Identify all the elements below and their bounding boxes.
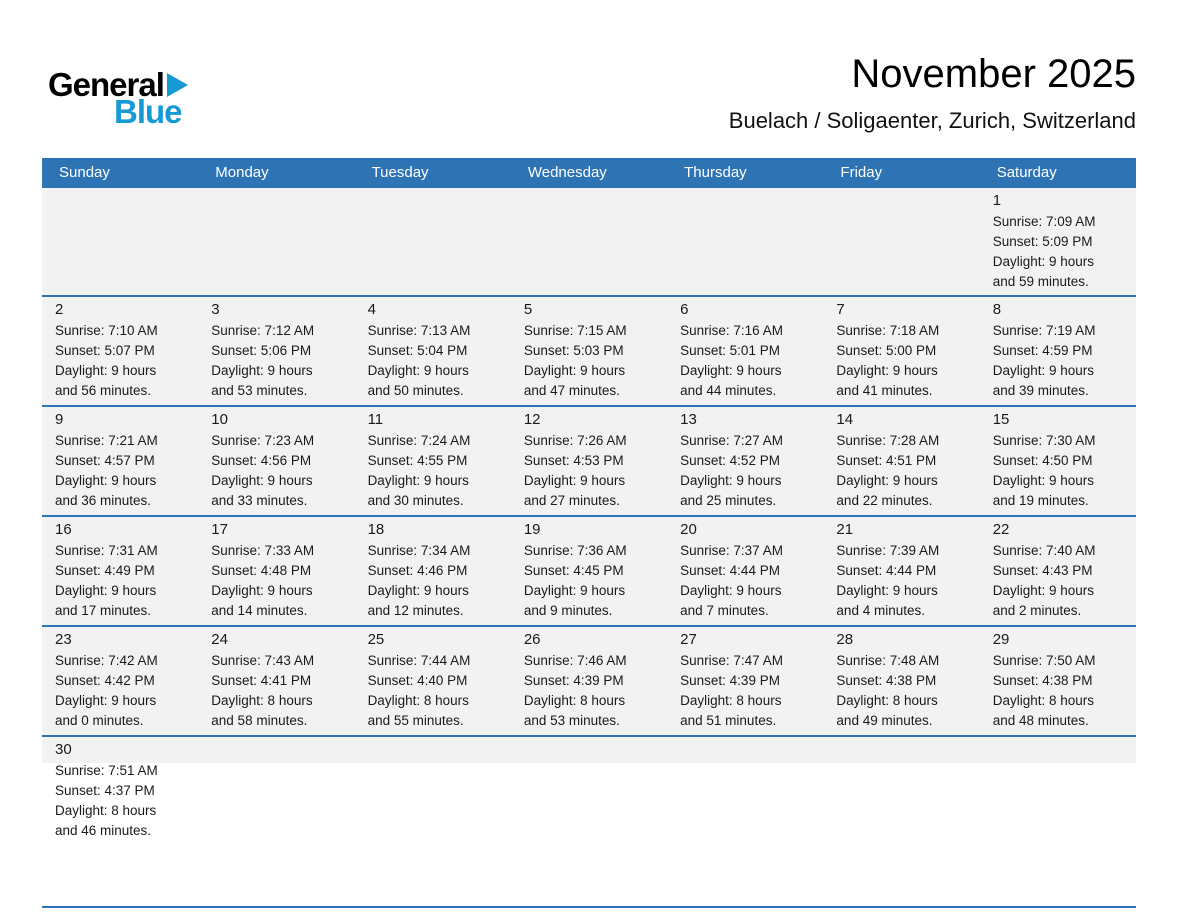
daylight-text-line1: Daylight: 9 hours [367,583,469,598]
daylight-text-line1: Daylight: 9 hours [211,583,313,598]
daylight-text-line2: and 58 minutes. [211,713,308,728]
weeks-container [42,188,1136,906]
day-number: 6 [680,301,689,318]
day-cell-10 [198,407,354,515]
day-number: 23 [55,631,72,648]
sunset-text: Sunset: 4:46 PM [367,563,468,578]
daylight-text-line2: and 44 minutes. [680,383,777,398]
weekday-saturday: Saturday [996,164,1057,181]
sunrise-text: Sunrise: 7:43 AM [211,653,315,668]
daylight-text-line2: and 30 minutes. [367,493,464,508]
daylight-text-line2: and 56 minutes. [55,383,152,398]
day-cell-8 [980,297,1136,405]
day-cell-4 [355,297,511,405]
sunset-text: Sunset: 4:51 PM [836,453,937,468]
day-number: 10 [211,411,228,428]
sunrise-text: Sunrise: 7:09 AM [992,214,1096,229]
week-row-3 [42,405,1136,515]
day-cell-27 [667,627,823,735]
daylight-text-line2: and 36 minutes. [55,493,152,508]
day-cell-16 [42,517,198,625]
day-number: 4 [367,301,376,318]
day-cell-empty [980,737,1136,906]
daylight-text-line1: Daylight: 8 hours [55,803,157,818]
day-number: 20 [680,521,697,538]
daylight-text-line1: Daylight: 9 hours [367,473,469,488]
day-cell-30 [42,737,198,906]
page-header [0,0,1188,158]
daylight-text-line1: Daylight: 9 hours [523,473,626,488]
day-number: 22 [992,521,1010,538]
sunset-text: Sunset: 4:50 PM [992,453,1093,468]
day-number: 9 [55,411,64,428]
daylight-text-line2: and 53 minutes. [523,713,620,728]
daylight-text-line1: Daylight: 9 hours [211,473,313,488]
sunrise-text: Sunrise: 7:48 AM [836,653,940,668]
weekday-wednesday: Wednesday [527,164,607,181]
day-cell-15 [980,407,1136,515]
sunrise-text: Sunrise: 7:31 AM [55,543,158,558]
daylight-text-line1: Daylight: 8 hours [992,693,1095,708]
title-block [729,52,1136,134]
sunrise-text: Sunrise: 7:19 AM [992,323,1096,338]
day-cell-empty [355,737,511,906]
daylight-text-line2: and 59 minutes. [992,274,1089,289]
sunset-text: Sunset: 4:44 PM [680,563,780,578]
day-cell-empty [823,737,979,906]
daylight-text-line2: and 50 minutes. [367,383,464,398]
daylight-text-line1: Daylight: 9 hours [55,693,157,708]
day-cell-empty [198,188,354,295]
sunrise-text: Sunrise: 7:13 AM [367,323,471,338]
weekday-monday: Monday [215,164,269,181]
day-cell-9 [42,407,198,515]
daylight-text-line1: Daylight: 9 hours [523,363,626,378]
daylight-text-line2: and 17 minutes. [55,603,152,618]
day-number: 30 [55,741,72,758]
daylight-text-line2: and 39 minutes. [992,383,1089,398]
sunrise-text: Sunrise: 7:27 AM [680,433,783,448]
sunrise-text: Sunrise: 7:21 AM [55,433,158,448]
day-cell-empty [667,188,823,295]
daylight-text-line2: and 4 minutes. [836,603,925,618]
sunset-text: Sunset: 4:37 PM [55,783,155,798]
day-cell-empty [511,188,667,295]
sunrise-text: Sunrise: 7:47 AM [680,653,783,668]
sunrise-text: Sunrise: 7:26 AM [523,433,627,448]
day-cell-3 [198,297,354,405]
daylight-text-line2: and 49 minutes. [836,713,933,728]
sunset-text: Sunset: 4:38 PM [992,673,1093,688]
week-row-5 [42,625,1136,735]
day-cell-25 [355,627,511,735]
daylight-text-line1: Daylight: 9 hours [523,583,626,598]
weekday-friday: Friday [840,164,883,181]
week-row-4 [42,515,1136,625]
day-number: 26 [523,631,541,648]
day-cell-22 [980,517,1136,625]
sunrise-text: Sunrise: 7:30 AM [992,433,1096,448]
day-cell-empty [355,188,511,295]
week-row-1 [42,188,1136,295]
day-number: 15 [992,411,1010,428]
daylight-text-line2: and 7 minutes. [680,603,769,618]
sunset-text: Sunset: 4:40 PM [367,673,468,688]
daylight-text-line2: and 25 minutes. [680,493,777,508]
daylight-text-line1: Daylight: 8 hours [367,693,469,708]
day-cell-23 [42,627,198,735]
day-cell-empty [42,188,198,295]
day-cell-11 [355,407,511,515]
daylight-text-line1: Daylight: 9 hours [836,363,938,378]
sunset-text: Sunset: 4:59 PM [992,343,1093,358]
daylight-text-line1: Daylight: 8 hours [523,693,626,708]
daylight-text-line1: Daylight: 9 hours [680,583,782,598]
day-number: 25 [367,631,385,648]
day-number: 14 [836,411,854,428]
day-number: 7 [836,301,845,318]
sunset-text: Sunset: 4:49 PM [55,563,155,578]
day-cell-5 [511,297,667,405]
daylight-text-line2: and 55 minutes. [367,713,464,728]
day-cell-empty [667,737,823,906]
daylight-text-line1: Daylight: 8 hours [211,693,313,708]
sunrise-text: Sunrise: 7:44 AM [367,653,471,668]
sunset-text: Sunset: 4:56 PM [211,453,312,468]
weekday-thursday: Thursday [684,164,747,181]
day-cell-empty [198,737,354,906]
week-row-6 [42,735,1136,906]
daylight-text-line2: and 19 minutes. [992,493,1089,508]
sunrise-text: Sunrise: 7:10 AM [55,323,158,338]
day-cell-17 [198,517,354,625]
day-cell-21 [823,517,979,625]
day-cell-13 [667,407,823,515]
sunset-text: Sunset: 4:57 PM [55,453,155,468]
daylight-text-line1: Daylight: 9 hours [680,473,782,488]
sunset-text: Sunset: 4:38 PM [836,673,937,688]
daylight-text-line2: and 47 minutes. [523,383,620,398]
weekday-sunday: Sunday [59,164,110,181]
sunset-text: Sunset: 4:45 PM [523,563,624,578]
sunrise-text: Sunrise: 7:42 AM [55,653,158,668]
daylight-text-line2: and 46 minutes. [55,823,152,838]
sunrise-text: Sunrise: 7:51 AM [55,763,158,778]
day-number: 19 [523,521,541,538]
sunrise-text: Sunrise: 7:15 AM [523,323,627,338]
day-cell-20 [667,517,823,625]
day-cell-12 [511,407,667,515]
daylight-text-line2: and 0 minutes. [55,713,144,728]
sunset-text: Sunset: 4:48 PM [211,563,312,578]
sunrise-text: Sunrise: 7:16 AM [680,323,783,338]
day-cell-14 [823,407,979,515]
logo-text-blue: Blue [114,93,182,130]
page-title: November 2025 [851,52,1136,96]
daylight-text-line1: Daylight: 9 hours [367,363,469,378]
sunset-text: Sunset: 4:39 PM [680,673,780,688]
day-cell-1 [980,188,1136,295]
sunrise-text: Sunrise: 7:46 AM [523,653,627,668]
sunset-text: Sunset: 4:42 PM [55,673,155,688]
daylight-text-line2: and 51 minutes. [680,713,777,728]
day-cell-2 [42,297,198,405]
day-cell-empty [511,737,667,906]
sunrise-text: Sunrise: 7:23 AM [211,433,315,448]
weekday-tuesday: Tuesday [371,164,429,181]
sunset-text: Sunset: 4:55 PM [367,453,468,468]
day-number: 17 [211,521,228,538]
day-number: 3 [211,301,220,318]
day-number: 21 [836,521,854,538]
day-number: 13 [680,411,697,428]
sunrise-text: Sunrise: 7:18 AM [836,323,940,338]
daylight-text-line2: and 22 minutes. [836,493,933,508]
sunset-text: Sunset: 5:04 PM [367,343,468,358]
sunset-text: Sunset: 4:43 PM [992,563,1093,578]
daylight-text-line2: and 48 minutes. [992,713,1089,728]
sunset-text: Sunset: 5:09 PM [992,234,1093,249]
sunrise-text: Sunrise: 7:50 AM [992,653,1096,668]
daylight-text-line2: and 27 minutes. [523,493,620,508]
sunrise-text: Sunrise: 7:36 AM [523,543,627,558]
sunset-text: Sunset: 5:00 PM [836,343,937,358]
week-row-2 [42,295,1136,405]
day-number: 18 [367,521,385,538]
day-number: 12 [523,411,541,428]
generalblue-logo [48,52,188,128]
daylight-text-line1: Daylight: 9 hours [992,363,1095,378]
daylight-text-line1: Daylight: 9 hours [992,583,1095,598]
daylight-text-line1: Daylight: 9 hours [836,473,938,488]
page-subtitle: Buelach / Soligaenter, Zurich, Switzerland [728,108,1136,133]
daylight-text-line1: Daylight: 9 hours [836,583,938,598]
daylight-text-line2: and 9 minutes. [523,603,613,618]
day-number: 5 [523,301,533,318]
sunrise-text: Sunrise: 7:39 AM [836,543,940,558]
day-number: 1 [992,192,1002,209]
daylight-text-line1: Daylight: 9 hours [992,473,1095,488]
daylight-text-line1: Daylight: 8 hours [680,693,782,708]
daylight-text-line1: Daylight: 9 hours [55,473,157,488]
calendar-grid [42,158,1136,908]
day-number: 29 [992,631,1010,648]
day-cell-28 [823,627,979,735]
day-cell-29 [980,627,1136,735]
sunset-text: Sunset: 4:39 PM [523,673,624,688]
day-cell-7 [823,297,979,405]
daylight-text-line2: and 14 minutes. [211,603,308,618]
day-cell-24 [198,627,354,735]
day-number: 2 [55,301,64,318]
daylight-text-line1: Daylight: 9 hours [55,583,157,598]
day-number: 8 [992,301,1002,318]
daylight-text-line2: and 33 minutes. [211,493,308,508]
day-number: 27 [680,631,697,648]
day-cell-empty [823,188,979,295]
day-number: 24 [211,631,228,648]
sunset-text: Sunset: 4:53 PM [523,453,624,468]
sunset-text: Sunset: 5:03 PM [523,343,624,358]
logo-text-general: General [48,66,164,103]
daylight-text-line1: Daylight: 9 hours [992,254,1095,269]
sunrise-text: Sunrise: 7:28 AM [836,433,940,448]
sunset-text: Sunset: 4:41 PM [211,673,312,688]
day-cell-6 [667,297,823,405]
daylight-text-line1: Daylight: 9 hours [680,363,782,378]
sunrise-text: Sunrise: 7:33 AM [211,543,315,558]
daylight-text-line2: and 12 minutes. [367,603,464,618]
day-cell-18 [355,517,511,625]
sunset-text: Sunset: 4:52 PM [680,453,780,468]
daylight-text-line1: Daylight: 9 hours [55,363,157,378]
sunset-text: Sunset: 4:44 PM [836,563,937,578]
sunrise-text: Sunrise: 7:24 AM [367,433,471,448]
sunset-text: Sunset: 5:07 PM [55,343,155,358]
sunset-text: Sunset: 5:01 PM [680,343,780,358]
day-cell-19 [511,517,667,625]
day-number: 11 [367,411,384,428]
daylight-text-line2: and 2 minutes. [992,603,1082,618]
daylight-text-line1: Daylight: 9 hours [211,363,313,378]
sunrise-text: Sunrise: 7:37 AM [680,543,783,558]
sunrise-text: Sunrise: 7:40 AM [992,543,1096,558]
daylight-text-line1: Daylight: 8 hours [836,693,938,708]
day-number: 28 [836,631,854,648]
sunset-text: Sunset: 5:06 PM [211,343,312,358]
sunrise-text: Sunrise: 7:12 AM [211,323,315,338]
day-cell-26 [511,627,667,735]
sunrise-text: Sunrise: 7:34 AM [367,543,471,558]
daylight-text-line2: and 41 minutes. [836,383,933,398]
daylight-text-line2: and 53 minutes. [211,383,308,398]
weekday-header-row [42,158,1136,188]
day-number: 16 [55,521,72,538]
